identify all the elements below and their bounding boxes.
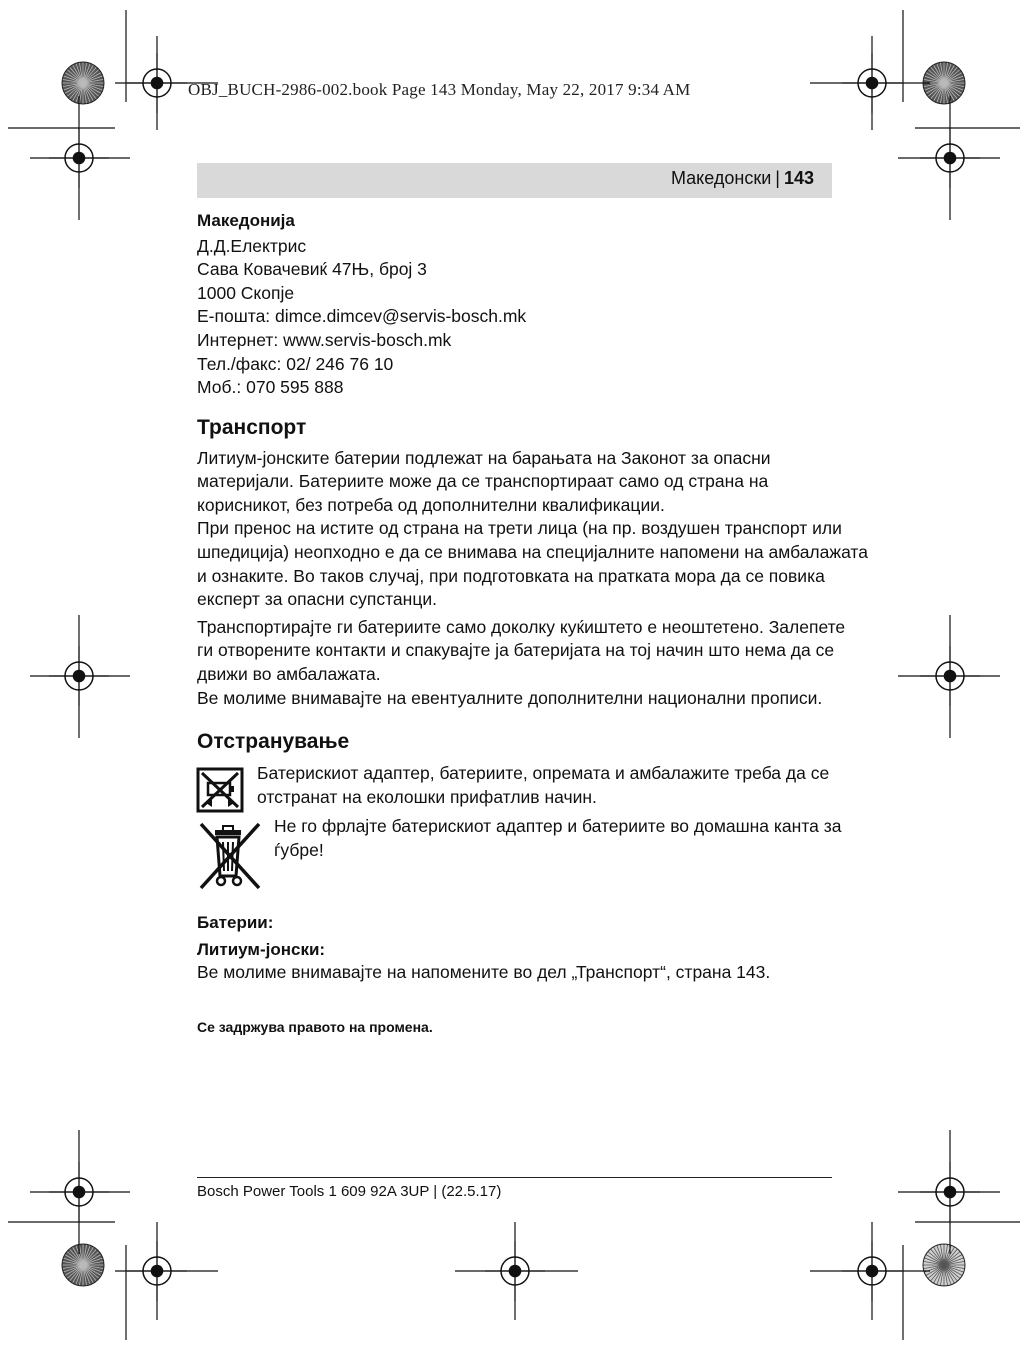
text-line: материјали. Батериите може да се транспортираат само од страна на <box>197 471 769 492</box>
change-notice: Се задржува правото на промена. <box>197 1019 433 1035</box>
liion-text: Ве молиме внимавајте на напомените во дел „Транспорт“, страна 143. <box>197 962 771 983</box>
service-line: Д.Д.Електрис <box>197 235 307 256</box>
footer-rule <box>197 1177 832 1178</box>
page-header <box>671 168 814 189</box>
crossed-out-bin-icon <box>197 820 265 892</box>
text-line: Литиум-јонските батерии подлежат на барањата на Законот за опасни <box>197 447 771 468</box>
header-separator: | <box>775 168 780 188</box>
header-language: Македонски <box>670 168 772 188</box>
service-line: 1000 Скопје <box>197 282 295 303</box>
batteries-block <box>197 911 837 985</box>
disposal-heading-wrap <box>197 730 837 754</box>
text-line: Ве молиме внимавајте на евентуалните дополнителни национални прописи. <box>197 687 823 708</box>
text-line: експерт за опасни супстанци. <box>197 589 437 610</box>
liion-label: Литиум-јонски: <box>197 939 326 959</box>
text-line: ѓубре! <box>274 839 324 860</box>
transport-paragraph <box>197 616 846 710</box>
print-slug-line: OBJ_BUCH-2986-002.book Page 143 Monday, May 22, 2017 9:34 AM <box>188 80 691 99</box>
transport-heading: Транспорт <box>197 416 307 439</box>
transport-section <box>197 416 868 710</box>
batteries-label: Батерии: <box>197 913 274 932</box>
disposal-text-1 <box>257 762 837 809</box>
text-line: корисникот, без потреба од дополнителни квалификации. <box>197 494 665 515</box>
starburst-target-icon <box>62 1244 104 1286</box>
service-country-heading: Македонија <box>197 211 295 230</box>
text-line: движи во амбалажата. <box>197 663 381 684</box>
text-line: Транспортирајте ги батериите само доколку куќиштето е неоштетено. Залепете <box>197 616 846 637</box>
header-page-number: 143 <box>783 168 814 188</box>
battery-recycle-icon <box>196 767 244 813</box>
text-line: и ознаките. Во таков случај, при подготовката на пратката мора да се повика <box>197 565 825 586</box>
starburst-target-icon <box>62 62 104 104</box>
service-line: Моб.: 070 595 888 <box>197 377 344 398</box>
page-header-bar <box>197 163 832 198</box>
text-line: Батерискиот адаптер, батериите, опремата и амбалажите треба да се <box>257 763 830 783</box>
service-address-block <box>197 209 837 400</box>
text-line: ги отворените контакти и спакувајте ја батеријата на тој начин што нема да се <box>197 640 835 661</box>
service-line: Е-пошта: dimce.dimcev@servis-bosch.mk <box>197 306 527 327</box>
starburst-target-icon <box>923 1244 965 1286</box>
disposal-text-2 <box>274 815 842 862</box>
disposal-heading: Отстранување <box>197 730 350 753</box>
text-line: шпедиција) неопходно е да се внимава на специјалните напомени на амбалажата <box>197 541 868 562</box>
service-line: Интернет: www.servis-bosch.mk <box>197 329 452 350</box>
text-line: отстранат на еколошки прифатлив начин. <box>257 786 597 807</box>
text-line: При пренос на истите од страна на трети лица (на пр. воздушен транспорт или <box>197 518 842 539</box>
notice-block <box>197 1016 837 1040</box>
text-line: Не го фрлајте батерискиот адаптер и батериите во домашна канта за <box>274 816 842 836</box>
transport-paragraph <box>197 447 868 612</box>
page-footer: Bosch Power Tools 1 609 92A 3UP | (22.5.17) <box>197 1183 502 1200</box>
service-line: Тел./факс: 02/ 246 76 10 <box>197 353 394 374</box>
service-line: Сава Ковачевиќ 47Њ, број 3 <box>197 259 427 280</box>
